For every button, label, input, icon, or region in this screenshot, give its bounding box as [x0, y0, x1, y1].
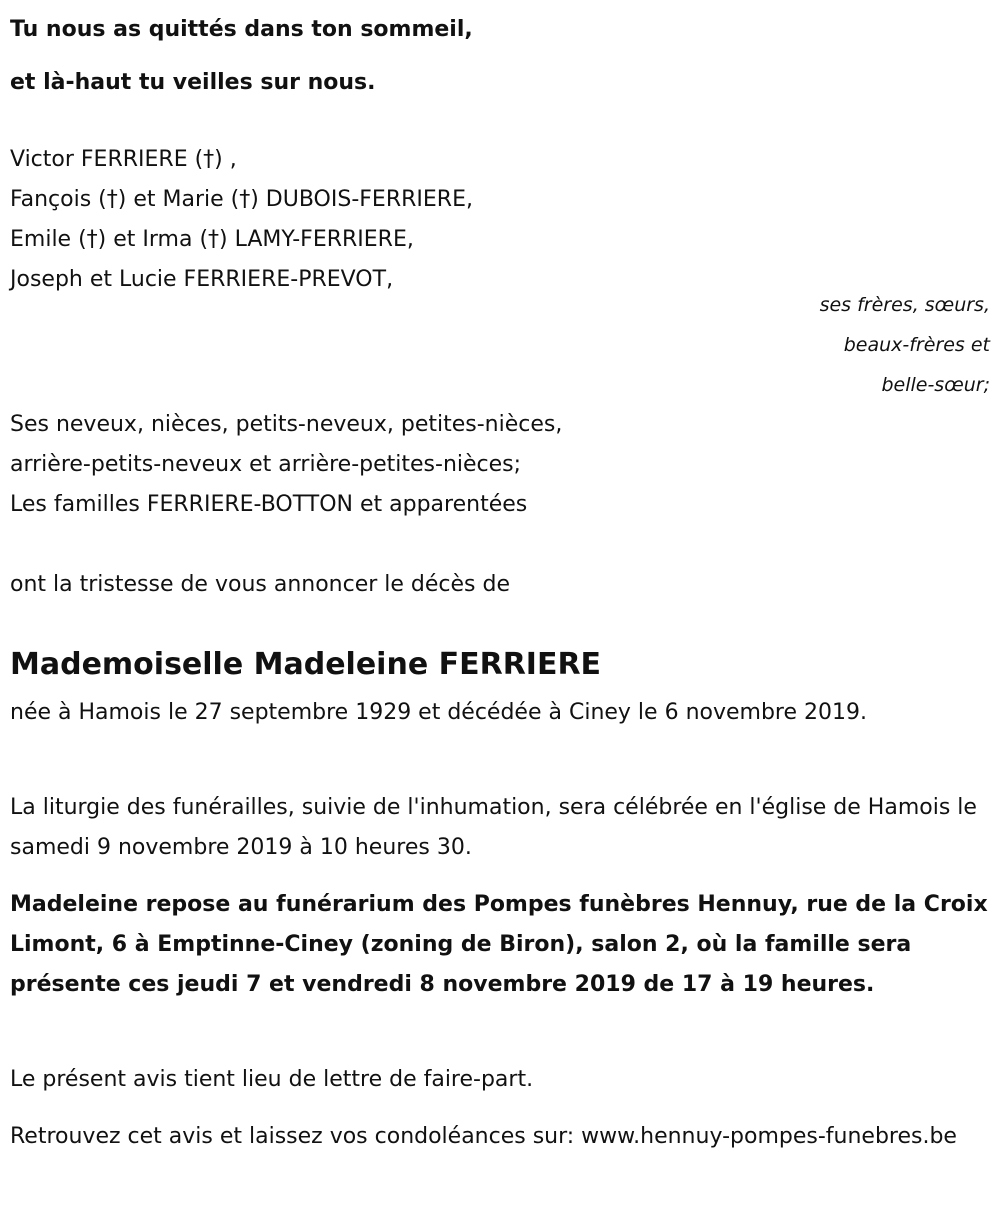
siblings-role-line: ses frères, sœurs, [819, 294, 990, 316]
announcement: ont la tristesse de vous annoncer le décès de [10, 572, 511, 597]
visitation-info: Madeleine repose au funérarium des Pompes funèbres Hennuy, rue de la Croix Limont, 6 à Emptinne-Ciney (zoning de Biron), salon 2, où la famille sera présente ces jeudi 7 et vendredi 8 novembre 2019 de 17 à 19 heures. [10, 892, 988, 997]
intro-line-2: et là-haut tu veilles sur nous. [10, 70, 376, 95]
relatives-line: Les familles FERRIERE-BOTTON et apparentées [10, 492, 528, 517]
birth-death-info: née à Hamois le 27 septembre 1929 et décédée à Ciney le 6 novembre 2019. [10, 700, 867, 725]
sibling-line: Joseph et Lucie FERRIERE-PREVOT, [10, 267, 394, 292]
condolences-info: Retrouvez cet avis et laissez vos condoléances sur: www.hennuy-pompes-funebres.be [10, 1124, 957, 1149]
intro-line-1: Tu nous as quittés dans ton sommeil, [10, 17, 473, 42]
sibling-line: Fançois (†) et Marie (†) DUBOIS-FERRIERE, [10, 187, 473, 212]
relatives-line: arrière-petits-neveux et arrière-petites-nièces; [10, 452, 522, 477]
deceased-name: Mademoiselle Madeleine FERRIERE [10, 647, 602, 682]
sibling-line: Emile (†) et Irma (†) LAMY-FERRIERE, [10, 227, 414, 252]
relatives-line: Ses neveux, nièces, petits-neveux, petites-nièces, [10, 412, 563, 437]
notice: Le présent avis tient lieu de lettre de faire-part. [10, 1067, 534, 1092]
sibling-line: Victor FERRIERE (†) , [10, 147, 237, 172]
siblings-role-line: belle-sœur; [881, 374, 990, 396]
funeral-info: La liturgie des funérailles, suivie de l'inhumation, sera célébrée en l'église de Hamois le samedi 9 novembre 2019 à 10 heures 30. [10, 795, 977, 860]
siblings-role-line: beaux-frères et [843, 334, 990, 356]
